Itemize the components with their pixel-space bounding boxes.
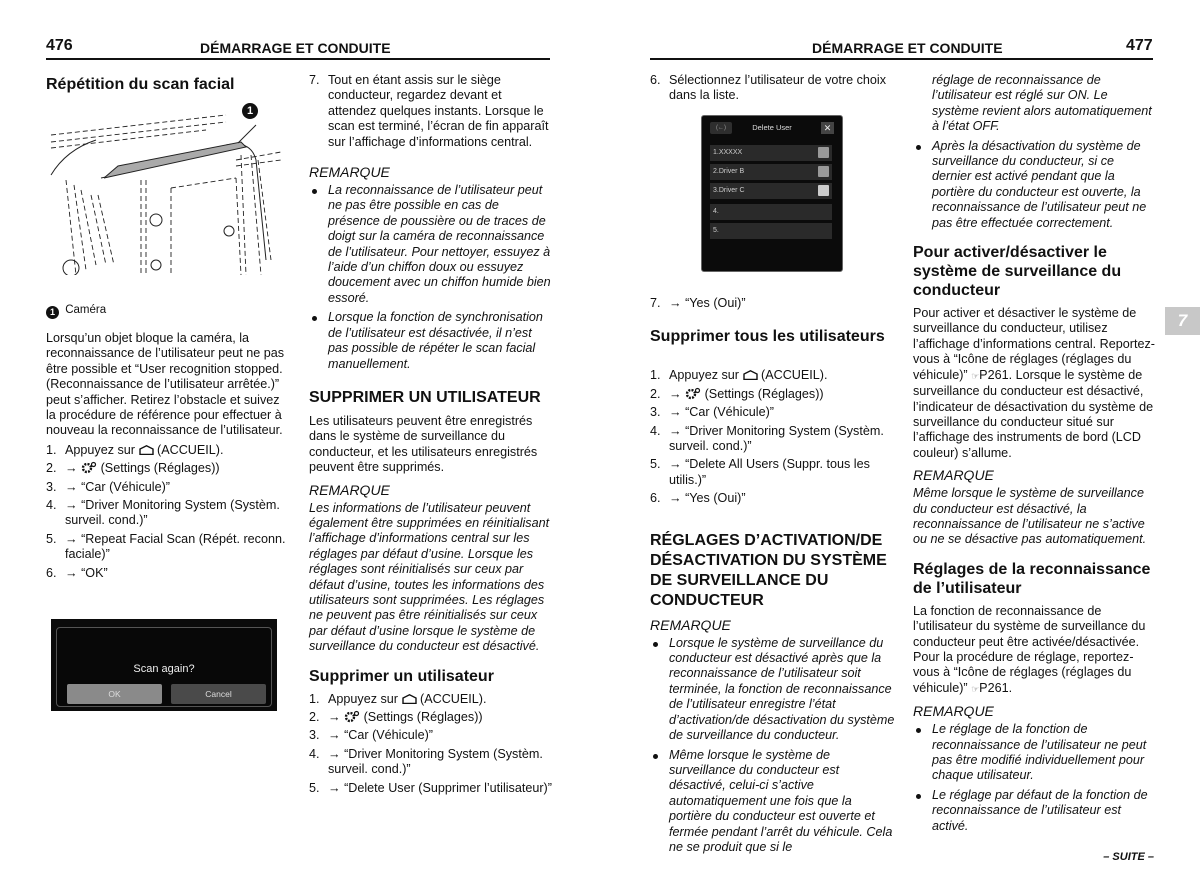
right-column-1 [650,73,895,107]
page-reference-link[interactable]: P261 [979,367,1009,382]
continued-bullet: réglage de reconnaissance de l’utilisateur est réglé sur ON. Le système revient alors automatiquement à l’état OFF. [932,73,1152,134]
home-icon [743,370,758,380]
step-item: 6. Sélectionnez l’utilisateur de votre choix dans la liste. [650,73,887,103]
delete-all-users-steps [650,368,895,506]
remarque-label: REMARQUE [309,164,390,181]
back-button[interactable]: (←) [710,122,732,134]
step-6-list [650,73,895,104]
running-head-left: DÉMARRAGE ET CONDUITE [200,40,391,56]
body-paragraph: La fonction de reconnaissance de l’utilisateur du système de surveillance du conducteur peut être activée/désactivée. Pour la procédure de réglage, reportez-vous à “Icône de réglages (réglages du véhicule)” ☞P261. [913,603,1146,695]
scan-dialog-frame [56,627,272,707]
bullet-item: Le réglage par défaut de la fonction de reconnaissance de l’utilisateur est activé. [913,788,1156,834]
delete-user-header [702,122,842,136]
remarque-bullets [309,183,552,372]
sub-heading: Supprimer un utilisateur [309,667,494,685]
remarque-label: REMARQUE [309,481,390,498]
page-reference-link[interactable]: P261 [979,680,1009,695]
continued-footer: – SUITE – [1103,851,1154,863]
step-item: 2. → (Settings (Réglages)) [650,386,824,401]
home-icon [402,694,417,704]
right-column-2 [913,73,1156,838]
intro-paragraph: Lorsqu’un objet bloque la caméra, la reconnaissance de l’utilisateur peut ne pas être possible et “User recognition stopped. (Reconnaissance de l’utilisateur arrêtée.)” peut s’afficher. Retirez l’obstacle et suivez la procédure de référence pour effectuer à nouveau la reconnaissance de l’utilisateur. [46,331,285,438]
remarque-label: REMARQUE [913,703,994,720]
step-item: 6. → “OK” [46,565,108,580]
step-item: 4. → “Driver Monitoring System (Systèm. surveil. cond.)” [650,423,884,454]
gear-icon [685,387,701,400]
remarque-label: REMARQUE [913,467,994,484]
figure-caption [46,303,291,319]
body-paragraph: Pour activer et désactiver le système de surveillance du conducteur, utilisez l’affichage d’informations central. Reportez-vous à “Icône de réglages (réglages du véhicule)” ☞P261. Lorsque le système de surveillance du conducteur est désactivé, l’indicateur de désactivation du système de surveillance du conducteur situé sur l’affichage des instruments de bord (LCD couleur) s’allume. [913,306,1155,460]
step-item: 3. → “Car (Véhicule)” [46,479,170,494]
remarque-body: Même lorsque le système de surveillance du conducteur est désactivé, la reconnaissance de l’utilisateur ne s’active ou ne se désactive pas automatiquement. [913,486,1147,547]
step-7-list [309,73,552,150]
scan-again-dialog-screenshot [51,619,277,711]
remarque-bullets [650,636,895,856]
step-item: 7. → “Yes (Oui)” [650,296,746,310]
step-item: 2. → (Settings (Réglages)) [309,710,483,724]
step-item: 4. → “Driver Monitoring System (Systèm. surveil. cond.)” [46,498,280,528]
step-7-list [650,296,895,311]
caption-callout: 1 [46,306,59,319]
delete-user-screen-screenshot [701,115,843,272]
user-row-2[interactable]: 2.Driver B [710,164,832,180]
step-item: 1. Appuyez sur (ACCUEIL). [46,442,224,457]
user-row-5[interactable]: 5. [710,223,832,239]
close-button[interactable]: ✕ [821,122,834,134]
caption-label: Caméra [65,304,107,316]
left-column-1 [46,75,291,584]
right-column-1-lower [650,296,895,859]
sub-heading: Pour activer/désactiver le système de surveillance du conducteur [913,244,1122,300]
bullet-item: Le réglage de la fonction de reconnaissance de l’utilisateur ne peut pas être modifié individuellement pour chaque utilisateur. [913,722,1156,784]
user-avatar-icon [818,147,829,158]
chapter-tab[interactable]: 7 [1165,307,1200,335]
sub-heading: Supprimer tous les utilisateurs [650,328,885,346]
scan-dialog-title: Scan again? [133,663,195,675]
delete-user-title: Delete User [752,123,792,132]
header-rule-right [650,58,1153,60]
user-avatar-icon [818,166,829,177]
step-item: 5. → “Repeat Facial Scan (Répét. reconn. faciale)” [46,531,286,562]
bullet-item: Après la désactivation du système de surveillance du conducteur, si ce dernier est activé pendant que la portière du conducteur est ouverte, la reconnaissance de l’utilisateur peut ne pas être effectuée correctement. [913,139,1156,231]
camera-illustration [46,100,291,275]
step-item: 2. → (Settings (Réglages)) [46,461,220,476]
page-number-left: 476 [46,37,73,54]
figure-callout-1: 1 [242,103,258,119]
remarque-bullets [913,722,1156,834]
bullet-item: Même lorsque le système de surveillance du conducteur est désactivé, celui-ci s’active automatiquement une fois que la portière du conducteur est ouverte et fermée pendant l’arrêt du véhicule. Cela ne se produit que si le [650,748,895,856]
left-column-2 [309,73,552,799]
step-item: 1. Appuyez sur (ACCUEIL). [650,368,828,383]
step-item: 5. → “Delete User (Supprimer l’utilisateur)” [309,780,552,795]
step-item: 1. Appuyez sur (ACCUEIL). [309,691,487,706]
header-rule-left [46,58,550,60]
step-item: 6. → “Yes (Oui)” [650,491,746,506]
delete-user-steps [309,692,552,796]
section-heading: SUPPRIMER UN UTILISATEUR [309,388,541,406]
gear-icon [81,461,97,474]
user-row-4[interactable]: 4. [710,204,832,220]
section-body: Les utilisateurs peuvent être enregistrés dans le système de surveillance du conducteur, et les utilisateurs enregistrés peuvent être supprimés. [309,413,538,475]
user-row-1[interactable]: 1.XXXXX [710,145,832,161]
bullet-item: Lorsque le système de surveillance du conducteur est désactivé après que la reconnaissance de l’utilisateur soit terminée, la fonction de reconnaissance de l’utilisateur enregistre l’état d’activation/de désactivation du système de surveillance du conducteur. [650,636,895,744]
home-icon [139,445,154,455]
page-reference-icon: ☞ [971,370,980,381]
step-item: 4. → “Driver Monitoring System (Systèm. surveil. cond.)” [309,746,543,777]
ok-button[interactable]: OK [67,684,162,704]
cancel-button[interactable]: Cancel [171,684,266,704]
sub-heading: Réglages de la reconnaissance de l’utilisateur [913,560,1151,597]
gear-icon [344,710,360,723]
step-item: 3. → “Car (Véhicule)” [309,728,433,743]
section-heading: Répétition du scan facial [46,76,235,93]
remarque-body: Les informations de l’utilisateur peuvent également être supprimées en réinitialisant l’affichage d’informations central sur les réglages par défaut d’usine. Lorsque les réglages sont réinitialisés sur ceux par défaut d’usine, toutes les informations des utilisateurs sont supprimées. Les réglages ne peuvent pas être réinitialisés sur ceux par défaut d’usine lorsque le système de surveillance du conducteur est désactivé. [309,500,550,654]
page-number-right: 477 [1126,37,1153,54]
user-row-3[interactable]: 3.Driver C [710,183,832,199]
bullet-item: La reconnaissance de l’utilisateur peut ne pas être possible en cas de présence de poussière ou de traces de doigt sur la caméra de reconnaissance de l’utilisateur. Pour nettoyer, essuyez à l’aide d’un chiffon doux ou essuyez doucement avec un chiffon humide bien essoré. [309,183,552,306]
running-head-right: DÉMARRAGE ET CONDUITE [812,40,1003,56]
repeat-scan-steps [46,443,291,581]
step-item: 7. Tout en étant assis sur le siège conducteur, regardez devant et attendez quelques instants. Lorsque le scan est terminé, l’écran de fin apparaît sur l’affichage d’informations central. [309,73,549,149]
dashboard-line-drawing-icon [46,100,291,275]
step-item: 3. → “Car (Véhicule)” [650,405,774,420]
remarque-bullets [913,139,1156,231]
page-reference-icon: ☞ [971,683,980,694]
remarque-label: REMARQUE [650,616,731,633]
step-item: 5. → “Delete All Users (Suppr. tous les utilis.)” [650,457,870,487]
section-heading: RÉGLAGES D’ACTIVATION/DE DÉSACTIVATION DU SYSTÈME DE SURVEILLANCE DU CONDUCTEUR [650,531,887,609]
user-avatar-icon [818,185,829,196]
bullet-item: Lorsque la fonction de synchronisation de l’utilisateur est désactivée, il n’est pas possible de répéter le scan facial manuellement. [309,310,552,372]
